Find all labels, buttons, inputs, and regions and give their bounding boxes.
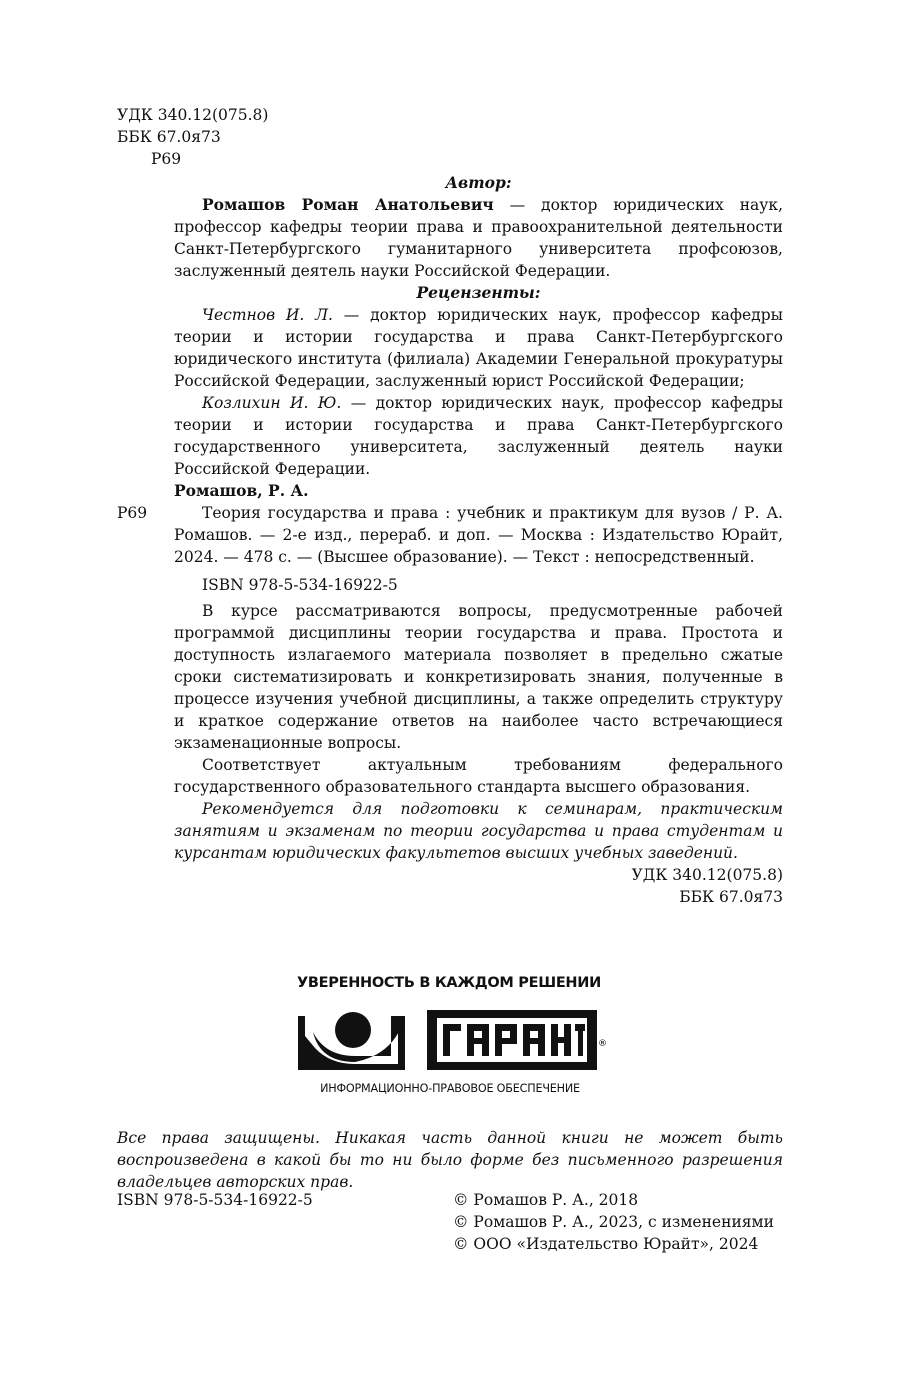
sponsor-slogan: УВЕРЕННОСТЬ В КАЖДОМ РЕШЕНИИ (297, 975, 601, 991)
annotation (174, 600, 783, 864)
reviewer-description: — доктор юридических наук, профессор кафедры теории и истории государства и права Санкт-Петербургского юридического института (филиала) Академии Генеральной прокуратуры Российской Федерации, заслуженный юрист Российской Федерации; (174, 306, 783, 390)
classification-block (117, 104, 268, 170)
bottom-codes (560, 864, 783, 908)
garant-wordmark-icon (427, 1010, 597, 1070)
annotation-paragraph: В курсе рассматриваются вопросы, предусмотренные рабочей программой дисциплины теории государства и права. Простота и доступность излагаемого материала позволяет в предельно сжатые сроки систематизировать и конкретизировать знания, полученные в процессе изучения учебной дисциплины, а также определить структуру и краткое содержание ответов на наиболее часто встречающиеся экзаменационные вопросы. (174, 602, 783, 752)
copyright-line: © Ромашов Р. А., 2023, с изменениями (453, 1213, 774, 1231)
bibliographic-record (174, 480, 783, 596)
reviewer-name: Козлихин И. Ю. (202, 394, 342, 412)
author-description: — доктор юридических наук, профессор кафедры теории права и правоохранительной деятельности Санкт-Петербургского гуманитарного университета профсоюзов, заслуженный деятель науки Российской Федерации. (174, 196, 783, 280)
sponsor-subtitle: ИНФОРМАЦИОННО-ПРАВОВОЕ ОБЕСПЕЧЕНИЕ (320, 1082, 580, 1095)
reviewers-heading: Рецензенты: (416, 283, 541, 302)
copyright-line: © ООО «Издательство Юрайт», 2024 (453, 1235, 759, 1253)
bib-code: Р69 (117, 504, 148, 522)
udk-code: УДК 340.12(075.8) (117, 106, 269, 124)
author-heading: Автор: (445, 173, 512, 192)
registered-mark: ® (598, 1039, 607, 1049)
footer-isbn: ISBN 978-5-534-16922-5 (117, 1191, 313, 1209)
garant-logo (295, 1006, 607, 1074)
udk-code: УДК 340.12(075.8) (631, 866, 783, 884)
author-mark: Р69 (151, 150, 182, 168)
reviewer-name: Честнов И. Л. (202, 306, 333, 324)
author-name: Ромашов Роман Анатольевич (202, 195, 494, 214)
bib-isbn: ISBN 978-5-534-16922-5 (202, 576, 398, 594)
copyright-line: © Ромашов Р. А., 2018 (453, 1191, 639, 1209)
bib-author-heading: Ромашов, Р. А. (174, 481, 309, 500)
bbk-code: ББК 67.0я73 (679, 888, 783, 906)
annotation-paragraph: Соответствует актуальным требованиям федерального государственного образовательного стандарта высшего образования. (174, 756, 783, 796)
author-section (174, 172, 783, 480)
bib-description: Теория государства и права : учебник и практикум для вузов / Р. А. Ромашов. — 2-е изд., перераб. и доп. — Москва : Издательство Юрайт, 2024. — 478 с. — (Высшее образование). — Текст : непосредственный. (174, 504, 783, 566)
reviewer-paragraph (174, 304, 783, 392)
rights-notice: Все права защищены. Никакая часть данной книги не может быть воспроизведена в какой бы то ни было форме без письменного разрешения владельцев авторских прав. (117, 1129, 783, 1191)
garant-emblem-icon (298, 1012, 405, 1070)
reviewer-paragraph (174, 392, 783, 480)
bbk-code: ББК 67.0я73 (117, 128, 221, 146)
author-paragraph (174, 194, 783, 282)
reviewer-description: — доктор юридических наук, профессор кафедры теории и истории государства и права Санкт-Петербургского государственного университета, заслуженный деятель науки Российской Федерации. (174, 394, 783, 478)
annotation-recommendation: Рекомендуется для подготовки к семинарам, практическим занятиям и экзаменам по теории государства и права студентам и курсантам юридических факультетов высших учебных заведений. (174, 800, 783, 862)
copyright-list (453, 1189, 774, 1255)
